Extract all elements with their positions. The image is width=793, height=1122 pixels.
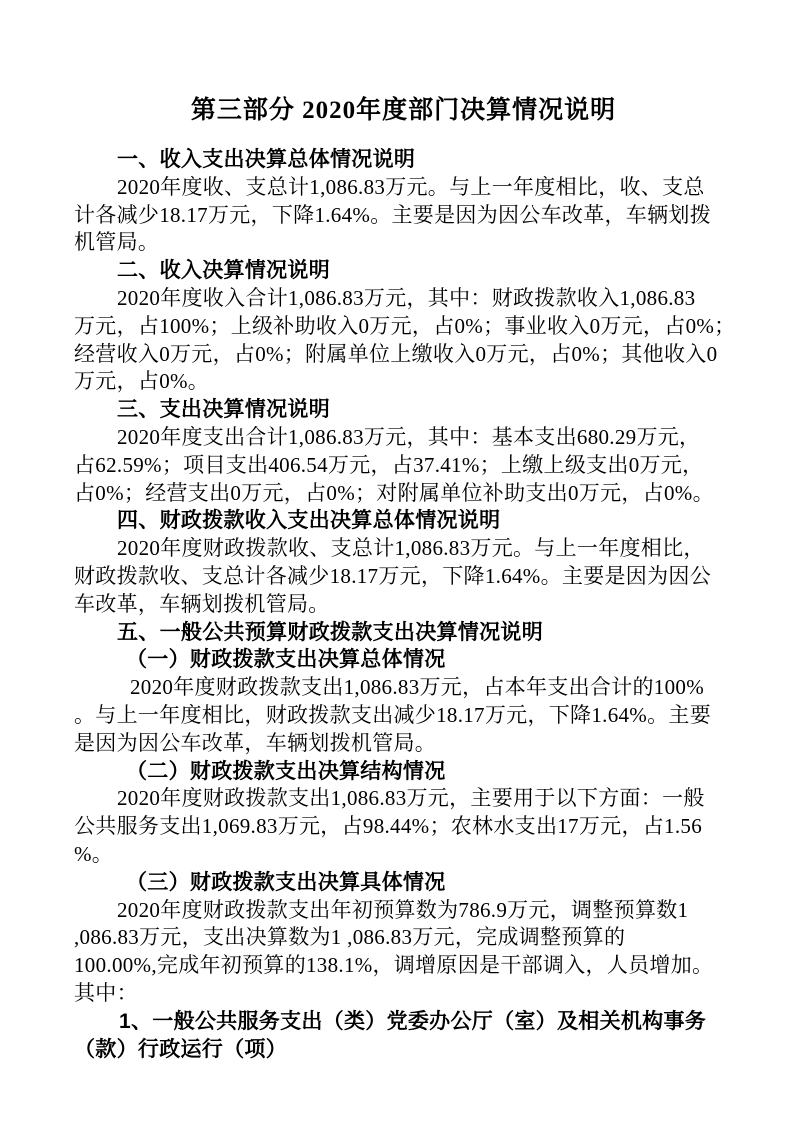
paragraph-line: 100.00%,完成年初预算的138.1%，调增原因是干部调入，人员增加。: [74, 953, 714, 978]
paragraph-line: 经营收入0万元，占0%；附属单位上缴收入0万元，占0%；其他收入0: [74, 341, 718, 366]
sub-section-heading-5-2: （二）财政拨款支出决算结构情况: [126, 759, 446, 783]
paragraph-line: 占0%；经营支出0万元，占0%；对附属单位补助支出0万元，占0%。: [74, 480, 714, 505]
bold-item-line: （款）行政运行（项）: [74, 1037, 287, 1061]
paragraph-line: 2020年度收、支总计1,086.83万元。与上一年度相比，收、支总: [117, 174, 705, 199]
paragraph-line: 占62.59%；项目支出406.54万元，占37.41%；上缴上级支出0万元，: [74, 452, 704, 477]
section-heading-2: 二、收入决算情况说明: [117, 259, 330, 283]
paragraph-line: 2020年度财政拨款支出1,086.83万元，主要用于以下方面：一般: [117, 786, 705, 811]
paragraph-line: 公共服务支出1,069.83万元，占98.44%；农林水支出17万元，占1.56: [74, 814, 702, 839]
paragraph-line: 2020年度支出合计1,086.83万元，其中：基本支出680.29万元，: [117, 424, 701, 449]
section-heading-3: 三、支出决算情况说明: [117, 398, 330, 422]
paragraph-line: ,086.83万元，支出决算数为1 ,086.83万元，完成调整预算的: [74, 925, 626, 950]
paragraph-line: 机管局。: [74, 230, 160, 255]
section-heading-1: 一、收入支出决算总体情况说明: [117, 148, 416, 171]
paragraph-line: 万元，占0%。: [74, 369, 210, 394]
paragraph-line: 车改革，车辆划拨机管局。: [74, 591, 330, 616]
sub-section-heading-5-1: （一）财政拨款支出决算总体情况: [126, 648, 446, 672]
paragraph-line: 2020年度收入合计1,086.83万元，其中：财政拨款收入1,086.83: [117, 285, 696, 310]
paragraph-line: 是因为因公车改革，车辆划拨机管局。: [74, 730, 437, 755]
section-heading-4: 四、财政拨款收入支出决算总体情况说明: [117, 509, 501, 533]
section-heading-5: 五、一般公共预算财政拨款支出决算情况说明: [117, 620, 543, 644]
bold-item-line: 1、一般公共服务支出（类）党委办公厅（室）及相关机构事务: [119, 1009, 707, 1033]
paragraph-line: %。: [74, 841, 114, 866]
paragraph-line: 万元，占100%；上级补助收入0万元，占0%；事业收入0万元，占0%；: [74, 313, 736, 338]
paragraph-line: 计各减少18.17万元，下降1.64%。主要是因为因公车改革，车辆划拨: [74, 202, 711, 227]
paragraph-line: 。与上一年度相比，财政拨款支出减少18.17万元，下降1.64%。主要: [74, 702, 711, 727]
paragraph-line: 2020年度财政拨款支出1,086.83万元，占本年支出合计的100%: [130, 675, 704, 700]
sub-section-heading-5-3: （三）财政拨款支出决算具体情况: [126, 870, 446, 894]
paragraph-line: 财政拨款收、支总计各减少18.17万元，下降1.64%。主要是因为因公: [74, 563, 711, 588]
paragraph-line: 其中：: [74, 980, 138, 1005]
paragraph-line: 2020年度财政拨款收、支总计1,086.83万元。与上一年度相比，: [117, 536, 705, 561]
doc-title: 第三部分 2020年度部门决算情况说明: [190, 97, 617, 124]
paragraph-line: 2020年度财政拨款支出年初预算数为786.9万元，调整预算数1: [117, 897, 689, 922]
